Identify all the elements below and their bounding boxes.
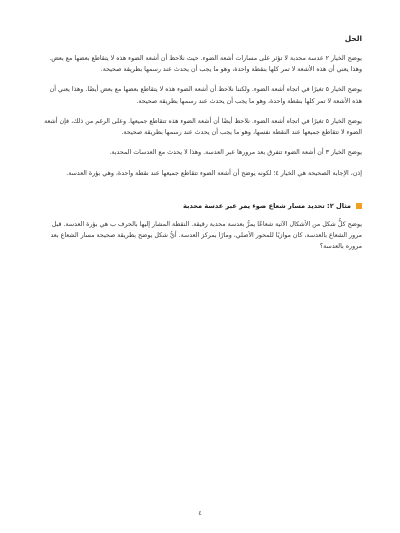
page-number: ٤	[198, 509, 202, 517]
paragraph-option-3: يوضح الخيار ٣ أن أشعة الضوء تتفرق بعد مرورها عبر العدسة. وهذا لا يحدث مع العدسات المحدبة.	[109, 149, 362, 157]
example-body: يوضح كلُّ شكل من الأشكال الآتية شعاعًا يمرُّ بعدسة محدبة رقيقة. النقطة المشار إليها بالحرف ب هي بؤرة العدسة. قبل مرور الشعاع بالعدسة، كان موازيًا للمحور الأصلي، ومارًا بمركز العدسة. أيُّ شكل يوضح بطريقة صحيحة مسار الشعاع بعد مروره بالعدسة؟	[50, 220, 362, 251]
example-header	[40, 202, 362, 210]
paragraph-option-2: يوضح الخيار ٢ عدسة محدبة لا تؤثر على مسارات أشعة الضوء. حيث نلاحظ أن أشعة الضوء هذه لا يتقاطع بعضها مع بعض. وهذا يعني أن هذه الأشعة لا تمر كلها بنقطة واحدة، وهو ما يجب أن يحدث عند رسمها بطريقة صحيحة.	[49, 55, 362, 74]
paragraph-option-5b: يوضح الخيار ٥ تغيرًا في اتجاه أشعة الضوء. نلاحظ أيضًا أن أشعة الضوء هذه تتقاطع جميعها. وعلى الرغم من ذلك، فإن أشعة الضوء لا تتقاطع جميعها عند النقطة نفسها، وهو ما يجب أن يحدث عند رسمها بطريقة صحيحة.	[44, 117, 362, 137]
example-title: مثال ٢: تحديد مسار شعاع ضوء يمر عبر عدسة محدبة	[183, 201, 351, 210]
paragraph-answer: إذن، الإجابة الصحيحة هي الخيار ٤؛ لكونه يوضح أن أشعة الضوء تتقاطع جميعها عند نقطة واحدة، وهي بؤرة العدسة.	[66, 170, 362, 178]
example-bullet-icon	[356, 203, 362, 209]
paragraph-option-5a: يوضح الخيار ٥ تغيرًا في اتجاه أشعة الضوء. ولكننا نلاحظ أن أشعة الضوء هذه لا يتقاطع بعضها مع بعض أيضًا. وهذا يعني أن هذه الأشعة لا تمر كلها بنقطة واحدة، وهو ما يجب أن يحدث عند رسمها بطريقة صحيحة.	[49, 86, 362, 105]
solution-heading: الحل	[344, 34, 362, 43]
